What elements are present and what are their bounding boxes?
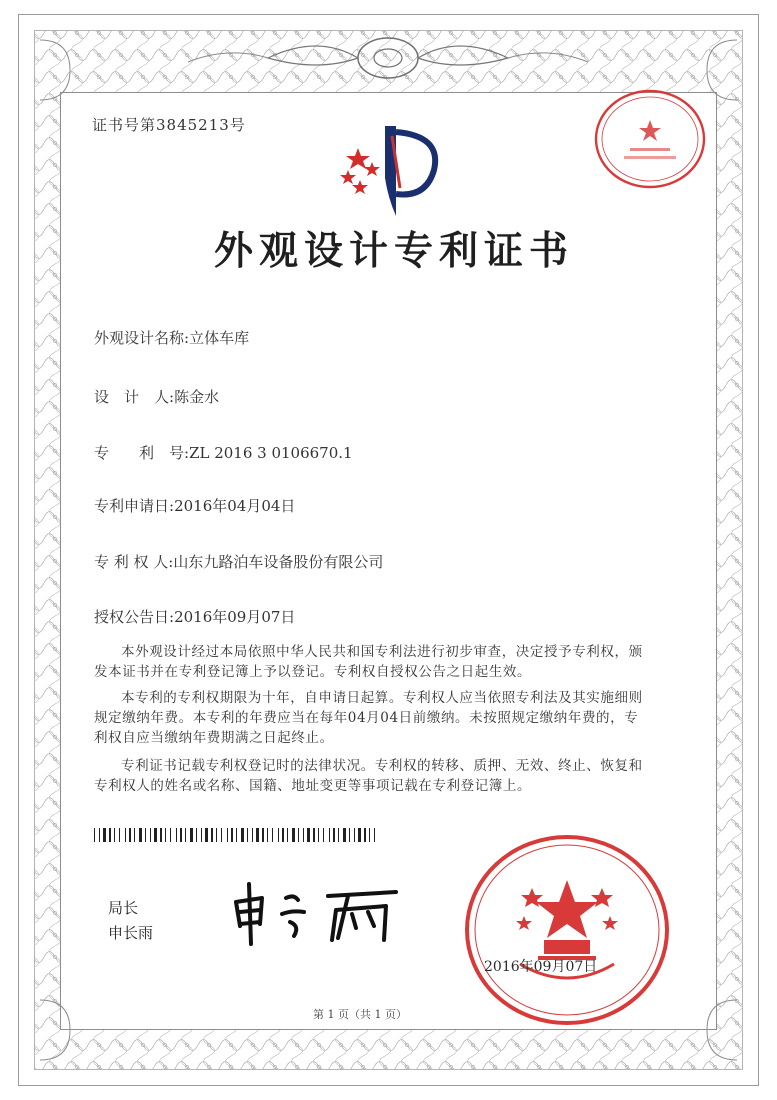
design-name-row [94,327,249,348]
barcode-bar [272,828,273,842]
barcode-bar [216,828,217,842]
filing-date-row [94,495,295,516]
barcode-bar [103,828,106,842]
paragraph-line: 专利权人的姓名或名称、国籍、地址变更等事项记载在专利登记簿上。 [94,778,532,794]
barcode-bar [323,828,324,842]
patentee-row [94,551,383,572]
barcode-bar [256,828,259,842]
barcode-bar [262,828,264,842]
patent-number-label: 专 利 号: [94,444,190,462]
barcode-bar [236,828,237,842]
barcode-bar [190,828,193,842]
seal-date: 2016年09月07日 [484,959,598,975]
barcode-bar [114,828,115,842]
barcode-bar [160,828,162,842]
barcode-bar [134,828,135,842]
barcode-bar [333,828,335,842]
certificate-title: 外观设计专利证书 [214,229,575,274]
barcode-bar [139,828,142,842]
barcode-bar [354,828,355,842]
barcode-bar [119,828,120,842]
barcode-bar [205,828,208,842]
filing-date-label: 专利申请日: [94,497,175,515]
barcode-bar [313,828,315,842]
barcode-bar [374,828,375,842]
page-indicator: 第 1 页（共 1 页） [313,1008,407,1021]
paragraph-legal-status [94,756,682,796]
paragraph-line: 发本证书并在专利登记簿上予以登记。专利权自授权公告之日起生效。 [94,664,532,680]
barcode-bar [154,828,157,842]
national-ip-seal [462,832,672,1028]
director-name: 申长雨 [108,924,154,942]
grant-date-value: 2016年09月07日 [174,608,296,626]
barcode-bar [303,828,304,842]
barcode-bar [180,828,182,842]
barcode-bar [298,828,299,842]
paragraph-line: 规定缴纳年费。本专利的年费应当在每年04月04日前缴纳。未按照规定缴纳年费的，专 [94,710,639,726]
patentee-label: 专 利 权 人: [94,553,174,571]
barcode-bar [201,828,202,842]
agency-seal [592,86,710,192]
barcode-bar [125,828,126,842]
handwritten-signature [228,878,418,950]
barcode-bar [329,828,330,842]
barcode-bar [247,828,248,842]
sipo-logo [330,118,450,218]
barcode-bar [287,828,288,842]
barcode-bar [170,828,171,842]
paragraph-grant [94,642,682,682]
patent-number-row [94,442,353,463]
barcode-bar [369,828,370,842]
patentee-value: 山东九路泊车设备股份有限公司 [173,553,384,571]
design-name-value: 立体车库 [189,329,250,347]
barcode-bar [364,828,366,842]
paragraph-line: 本外观设计经过本局依照中华人民共和国专利法进行初步审查，决定授予专利权，颁 [121,644,643,660]
barcode-bar [109,828,111,842]
barcode-bar [241,828,244,842]
filing-date-value: 2016年04月04日 [174,497,296,515]
barcode-bar [221,828,222,842]
design-name-label: 外观设计名称: [94,329,190,347]
barcode-bar [150,828,151,842]
barcode-bar [358,828,361,842]
barcode-bar [338,828,339,842]
designer-value: 陈金水 [174,388,220,406]
barcode-bar [307,828,310,842]
barcode-bar [94,828,95,842]
barcode-bar [227,828,228,842]
barcode-bar [252,828,253,842]
barcode-bar [196,828,197,842]
barcode-bar [282,828,284,842]
barcode-bar [231,828,233,842]
barcode-bar [318,828,319,842]
certificate-number: 证书号第3845213号 [92,116,246,134]
barcode-bar [267,828,268,842]
paragraph-line: 本专利的专利权期限为十年，自申请日起算。专利权人应当依照专利法及其实施细则 [121,690,643,706]
barcode-bar [145,828,146,842]
patent-number-value: ZL 2016 3 0106670.1 [189,444,353,462]
barcode-bar [176,828,177,842]
barcode-bar [211,828,213,842]
grant-date-row [94,606,295,627]
barcode-bar [349,828,350,842]
director-title: 局长 [108,899,139,917]
barcode-bar [165,828,166,842]
designer-row [94,386,219,407]
paragraph-line: 专利证书记载专利权登记时的法律状况。专利权的转移、质押、无效、终止、恢复和 [121,758,643,774]
designer-label: 设 计 人: [94,388,175,406]
paragraph-line: 利权自应当缴纳年费期满之日起终止。 [94,730,334,746]
barcode-bar [343,828,346,842]
barcode [94,828,376,842]
barcode-bar [278,828,279,842]
barcode-bar [292,828,295,842]
barcode-bar [129,828,131,842]
paragraph-term [94,688,682,748]
grant-date-label: 授权公告日: [94,608,175,626]
barcode-bar [99,828,100,842]
barcode-bar [185,828,186,842]
